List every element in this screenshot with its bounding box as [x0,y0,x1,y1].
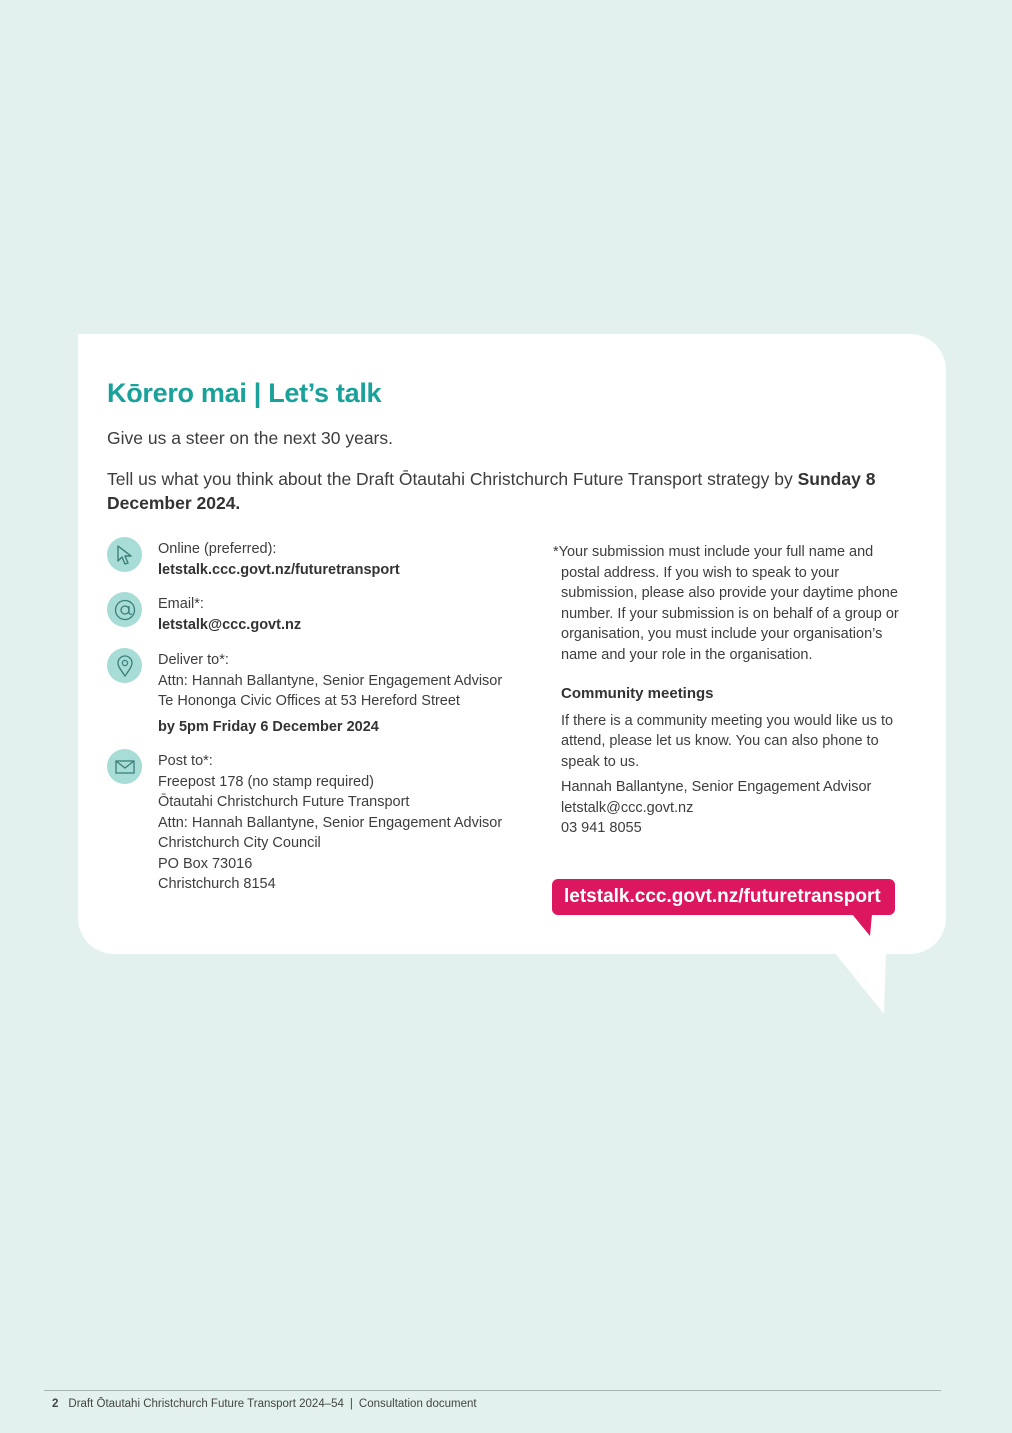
footer-divider [44,1390,941,1391]
community-body: If there is a community meeting you would like us to attend, please let us know. You can also phone to speak to us. [561,712,894,770]
submission-note: *Your submission must include your full name and postal address. If you wish to speak to your submission, please also provide your daytime phone number. If your submission is on behalf of a group or organisation, you must include your organisation’s name and your role in the organisation. [553,544,899,663]
url-pill-link[interactable]: letstalk.ccc.govt.nz/futuretransport [552,879,895,915]
post-line: Attn: Hannah Ballantyne, Senior Engagement Advisor [158,814,503,831]
url-pill-tail [852,914,872,936]
method-label: Post to*: [158,753,213,769]
cursor-icon [107,537,142,572]
page-number: 2 [52,1398,59,1410]
subtitle: Give us a steer on the next 30 years. [107,428,393,448]
envelope-icon [107,749,142,784]
method-label: Email*: [158,596,204,612]
speech-bubble-tail [834,950,886,1016]
contact-phone[interactable]: 03 941 8055 [561,820,642,836]
post-line: Christchurch 8154 [158,876,276,892]
page-title: Kōrero mai | Let’s talk [107,378,382,408]
location-pin-icon [107,648,142,683]
deliver-address: Te Hononga Civic Offices at 53 Hereford Street [158,693,460,709]
page-footer [52,1398,477,1410]
deadline: Sunday 8 December 2024. [107,469,876,513]
contact-name: Hannah Ballantyne, Senior Engagement Advisor [561,779,872,795]
post-line: Christchurch City Council [158,835,321,851]
online-link[interactable]: letstalk.ccc.govt.nz/futuretransport [158,561,400,578]
right-column [553,542,915,839]
community-contact [553,777,915,839]
contact-email[interactable]: letstalk@ccc.govt.nz [561,799,694,816]
footer-separator: | [349,1398,353,1410]
community-heading: Community meetings [561,685,714,702]
deliver-deadline: by 5pm Friday 6 December 2024 [158,718,379,735]
post-line: Freepost 178 (no stamp required) [158,773,374,790]
at-icon [107,592,142,627]
post-line: Ōtautahi Christchurch Future Transport [158,794,410,810]
footer-doc-title: Draft Ōtautahi Christchurch Future Transport 2024–54 [68,1398,344,1410]
intro-text: Tell us what you think about the Draft Ōtautahi Christchurch Future Transport strategy by Sunday 8 December 2024. [107,469,876,513]
method-label: Online (preferred): [158,541,277,557]
method-label: Deliver to*: [158,652,229,668]
footer-doc-type: Consultation document [358,1398,477,1410]
post-line: PO Box 73016 [158,855,253,872]
email-link[interactable]: letstalk@ccc.govt.nz [158,616,302,633]
deliver-attn: Attn: Hannah Ballantyne, Senior Engagement Advisor [158,672,503,689]
